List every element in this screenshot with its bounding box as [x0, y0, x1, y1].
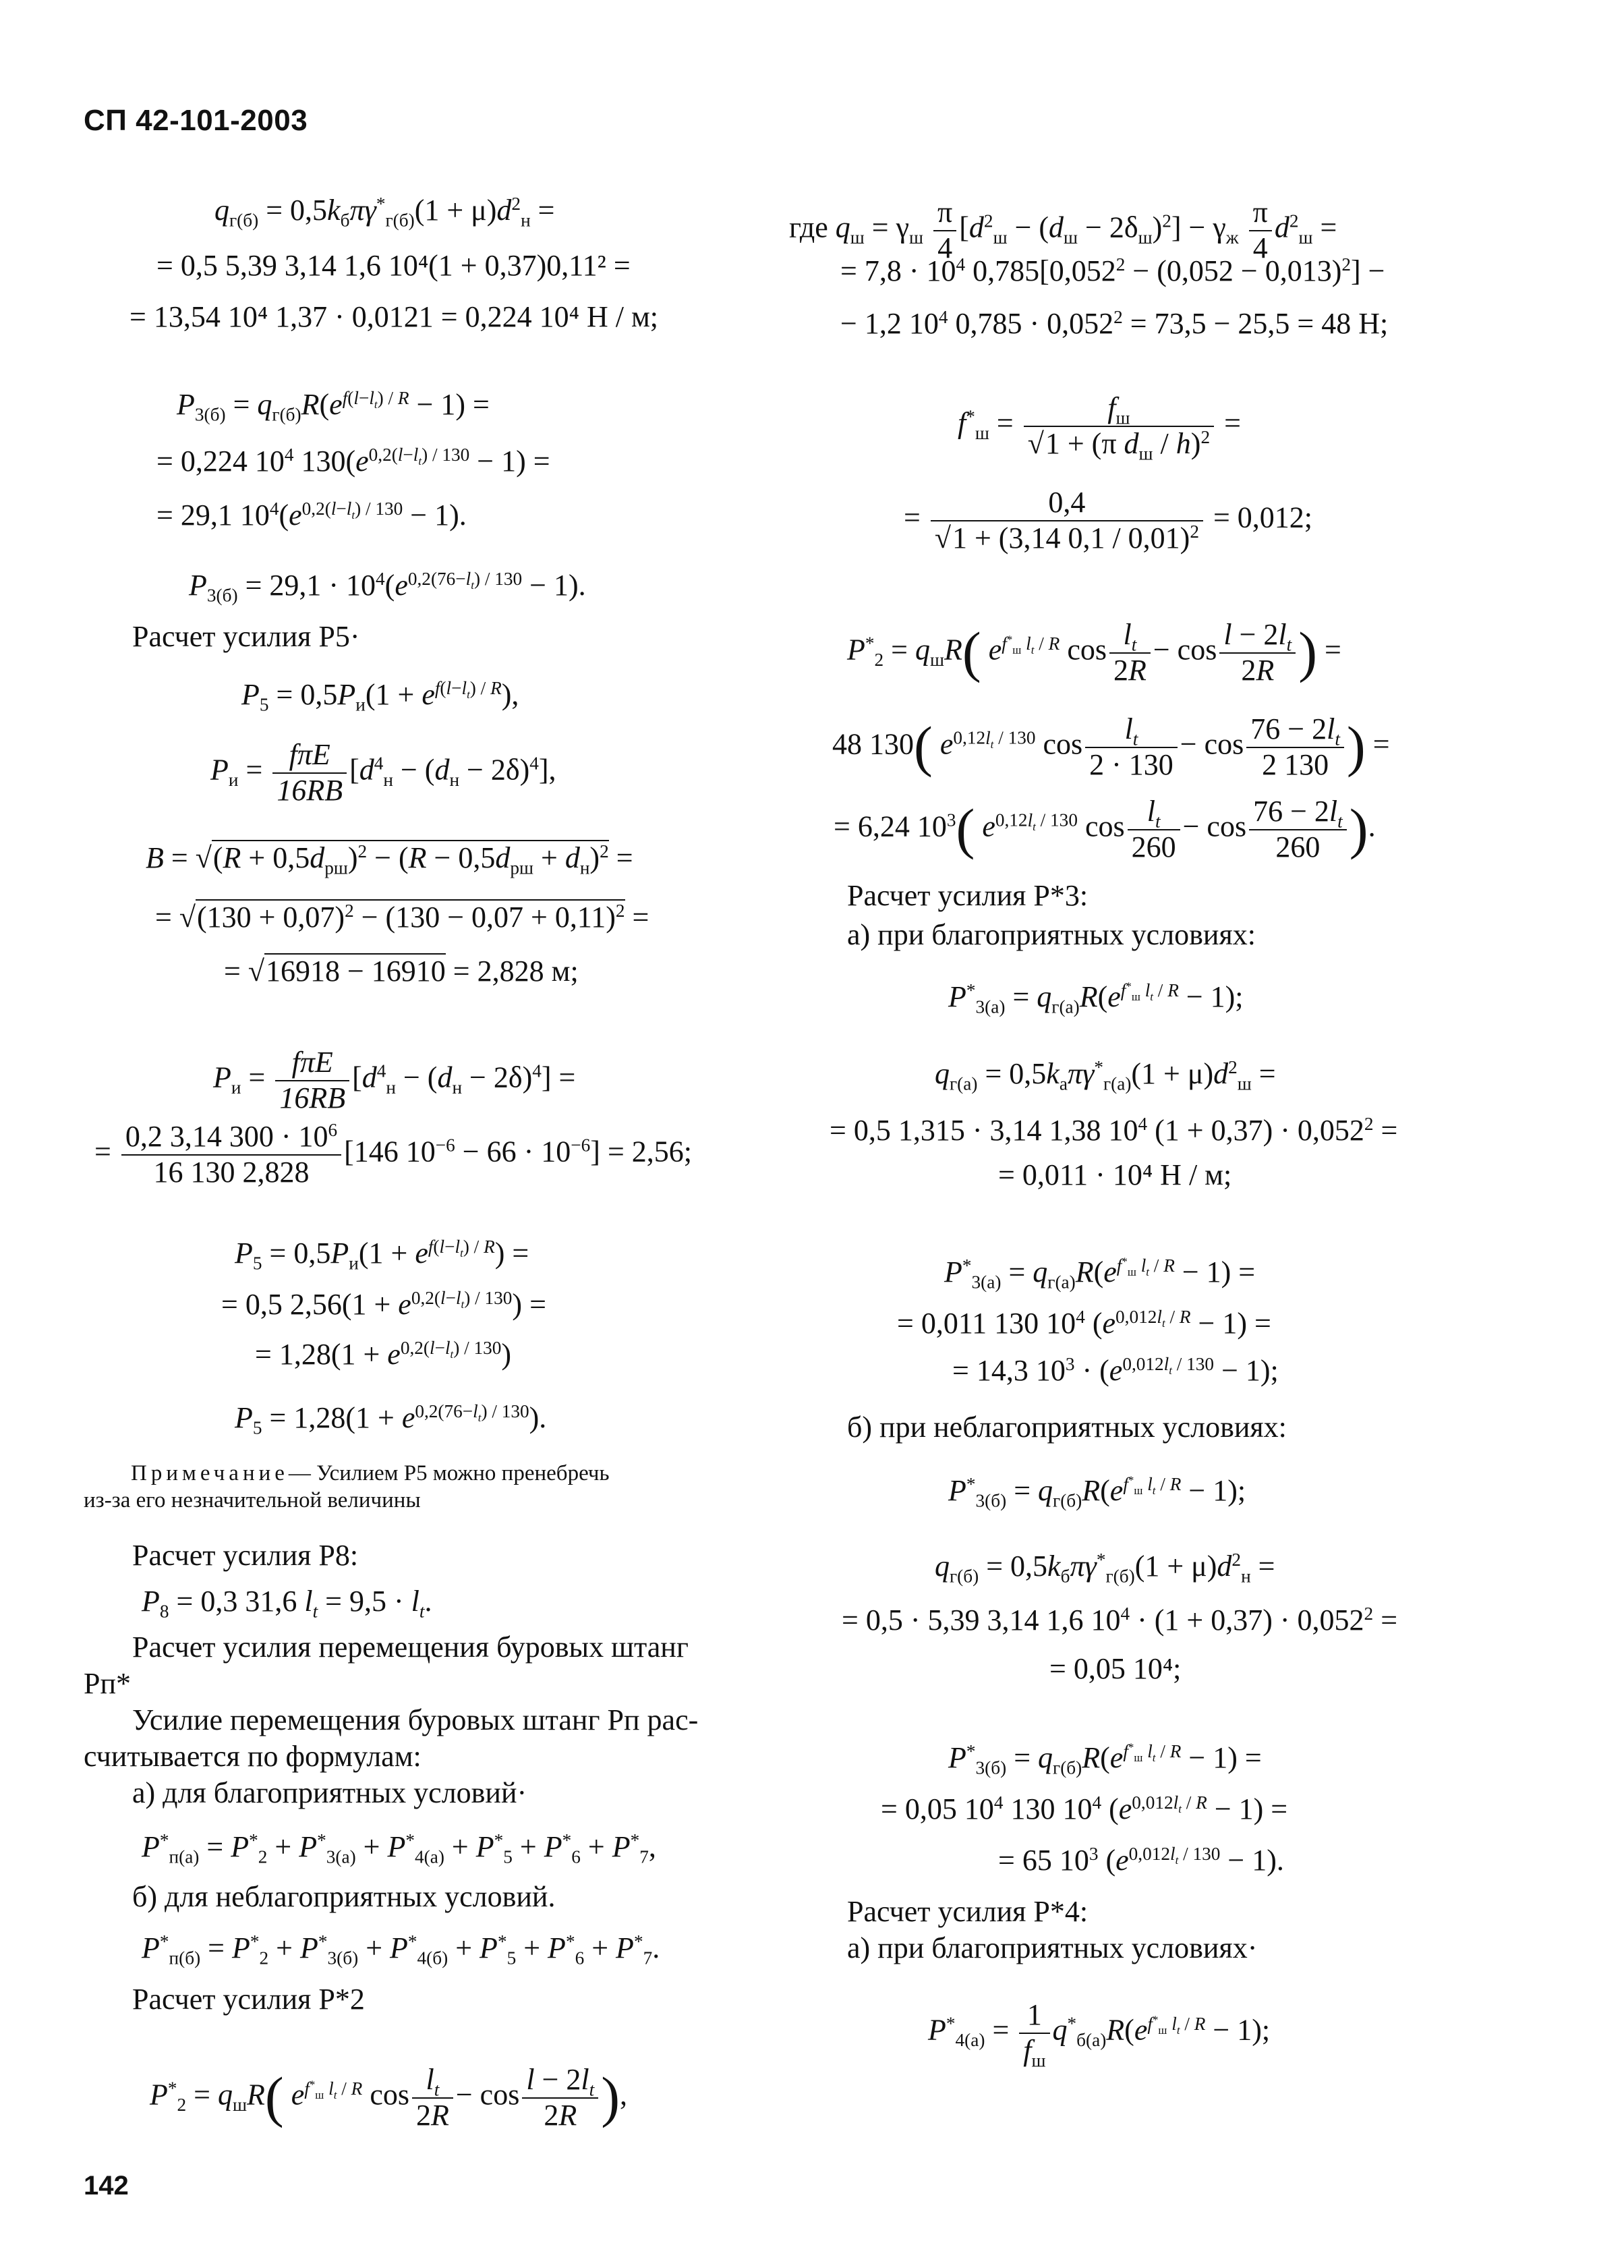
note-line-1 — [131, 1463, 610, 1485]
formula-qg6: $q_{г(б)} = 0,5k_б\pi\gamma^*_{г(б)}(1 + \mu)d^2_н$ = — [214, 194, 555, 231]
formula-p3b-values: = 0,224 $10^4$ $130(e^{0,2(l-l_t) / 130} - 1)$ = — [156, 445, 550, 478]
formula-p2-values: 48 130( $e^{0,12l_t / 130}$ cos $\frac{l_t}{2 \cdot 130}$ − cos $\frac{76 - 2l_t}{2 130}$ ) = — [832, 712, 1390, 781]
note-text-1: — Усилием P5 можно пренебречь — [288, 1461, 610, 1485]
formula-qsh: где $q_ш = \gamma_ш$ $\frac{\pi}{4}$ $[d^2_ш - (d_ш - 2\delta_ш)^2] - \gamma_ж$ $\frac{\pi}{4}$ $d^2_ш$ = — [789, 196, 1337, 264]
heading-p5: Расчет усилия P5· — [132, 620, 360, 653]
formula-p2-right: $P^*_2 = q_шR$( $e^{f^*_ш l_t / R}$ cos $\frac{l_t}{2R}$ − cos $\frac{l - 2l_t}{2R}$ ) = — [847, 618, 1341, 687]
formula-fsh-values: = $\frac{0,4}{√1 + (3,14 0,1 / 0,01)^2}$ = 0,012; — [904, 486, 1313, 555]
formula-p3b-right-general: $P^*_{3(б)} = q_{г(б)}R(e^{f^*_ш l_t / R} - 1)$; — [948, 1473, 1246, 1511]
fsh-result-value: = 0,012; — [1213, 501, 1313, 534]
formula-b-result: = √16918 − 16910 = 2,828 м; — [224, 955, 579, 988]
formula-p5-general: $P_5 = 0,5P_и(1 + e^{f(l-l_t) / R})$, — [241, 678, 519, 715]
case-p3-unfavorable: б) при неблагоприятных условиях: — [847, 1411, 1287, 1444]
body-pp-2: считывается по формулам: — [84, 1740, 422, 1773]
qsh-result-value: = 73,5 − 25,5 = 48 Н; — [1130, 307, 1389, 340]
formula-qg6-right: $q_{г(б)} = 0,5k_б\pi\gamma^*_{г(б)}(1 + \mu)d^2_н$ = — [935, 1550, 1275, 1587]
heading-pp-2: Pп* — [84, 1667, 132, 1700]
case-favorable: а) для благоприятных условий· — [132, 1776, 527, 1809]
formula-p5-simplified: = $1,28(1 + e^{0,2(l-l_t) / 130})$ — [255, 1338, 512, 1371]
formula-p3b-right-repeat: $P^*_{3(б)} = q_{г(б)}R(e^{f^*_ш l_t / R} - 1)$ = — [948, 1740, 1262, 1778]
body-pp-1: Усилие перемещения буровых штанг Pп рас- — [132, 1703, 699, 1736]
formula-qsh-values-2: − 1,2 $10^4$ $0,785 \cdot 0,052^2 = 73,5 - 25,5 = 48$ Н; — [840, 307, 1389, 340]
formula-qg6-right-result: = 0,05 10⁴; — [1049, 1652, 1182, 1685]
formula-pp-a: $P^*_{п(а)} = P^*_2 + P^*_{3(а)} + P^*_{4(а)} + P^*_5 + P^*_6 + P^*_7$, — [142, 1830, 656, 1867]
case-p3-favorable: а) при благоприятных условиях: — [847, 918, 1256, 951]
b-result-value: = 2,828 м; — [453, 955, 579, 988]
formula-qg6-result: = 13,54 10⁴ 1,37 · 0,0121 = 0,224 10⁴ Н / м; — [129, 300, 659, 333]
formula-pi-repeat: $P_и$ = fπE 16RB $[d^4_н - (d_н - 2\delta)^4]$ = — [213, 1046, 576, 1114]
formula-p3b-final: $P_{3(б)} = 29,1 \cdot 10^4(e^{0,2(76-l_t) / 130} - 1)$. — [189, 569, 586, 606]
pi-result-value: = 2,56; — [607, 1135, 692, 1168]
formula-qga-values: = 0,5 1,315 · 3,14 1,38 $10^4$ $(1 + 0,37) \cdot 0,052^2$ = — [830, 1114, 1398, 1147]
formula-qsh-values-1: = $7,8 \cdot 10^4$ $0,785[0,052^2 - (0,052 - 0,013)^2]$ − — [840, 254, 1385, 287]
heading-p2: Расчет усилия P*2 — [132, 1983, 365, 2016]
case-unfavorable: б) для неблагоприятных условий. — [132, 1880, 556, 1913]
formula-pi-values: = $\frac{0,2 3,14 300 \cdot 10^6}{16 130 2,828}$ [146 $10^{-6} - 66 \cdot 10^{-6}] = 2,56$; — [94, 1120, 692, 1189]
formula-p8: $P_8 = 0,3$ 31,6 $l_t = 9,5 \cdot l_t$. — [142, 1585, 432, 1622]
document-code: СП 42-101-2003 — [84, 104, 308, 137]
case-p4-favorable: а) при благоприятных условиях· — [847, 1931, 1258, 1964]
heading-p4: Расчет усилия P*4: — [847, 1895, 1089, 1928]
heading-pp-1: Расчет усилия перемещения буровых штанг — [132, 1631, 689, 1664]
formula-p4a: $P^*_{4(а)}$ = 1 $f_ш$ $q^*_{б(а)}R(e^{f^*_ш l_t / R} - 1)$; — [928, 1998, 1271, 2071]
formula-fsh: $f^*_ш$ = $f_ш$ √1 + (π $d_ш / h)^2$ = — [958, 391, 1241, 464]
formula-pp-b: $P^*_{п(б)} = P^*_2 + P^*_{3(б)} + P^*_{4(б)} + P^*_5 + P^*_6 + P^*_7$. — [142, 1931, 660, 1968]
note-label: Примечание — [131, 1461, 289, 1485]
formula-p3b-right-result: = 65 $10^3$ $(e^{0,012l_t / 130} - 1)$. — [998, 1844, 1284, 1877]
formula-p3a-general: $P^*_{3(а)} = q_{г(а)}R(e^{f^*_ш l_t / R} - 1)$; — [948, 980, 1244, 1017]
formula-b-general: $B = √(R + 0,5d_{рш})^2 - (R - 0,5d_{рш} + d_н)^2$ = — [146, 841, 633, 878]
formula-b-values: = $√(130 + 0,07)^2 - (130 - 0,07 + 0,11)^2$ = — [155, 901, 649, 934]
formula-p2-simplified: = 6,24 $10^3$( $e^{0,12l_t / 130}$ cos $\frac{l_t}{260}$ − cos $\frac{76 - 2l_t}{260}$ ). — [834, 795, 1376, 863]
formula-p5-final: $P_5 = 1,28(1 + e^{0,2(76-l_t) / 130})$. — [235, 1401, 547, 1438]
formula-p5-repeat: $P_5 = 0,5P_и(1 + e^{f(l-l_t) / R})$ = — [235, 1237, 529, 1274]
formula-p3b-general: $P_{3(б)} = q_{г(б)}R(e^{f(l-l_t) / R} - 1)$ = — [177, 388, 490, 425]
heading-p8: Расчет усилия P8: — [132, 1539, 359, 1572]
formula-p3b-simplified: = 29,1 $10^4(e^{0,2(l-l_t) / 130} - 1)$. — [156, 499, 467, 532]
formula-qg6-values: = 0,5 5,39 3,14 1,6 10⁴(1 + 0,37)0,11² = — [156, 249, 631, 282]
formula-p3a-result: = 14,3 $10^3 \cdot (e^{0,012l_t / 130} - 1)$; — [952, 1354, 1279, 1387]
formula-qga: $q_{г(а)} = 0,5k_а\pi\gamma^*_{г(а)}(1 + \mu)d^2_ш$ = — [935, 1057, 1276, 1094]
formula-pi-general: $P_и$ = fπE 16RB $[d^4_н - (d_н - 2\delta)^4]$, — [210, 738, 556, 807]
formula-qg6-right-values: = 0,5 · 5,39 3,14 1,6 $10^4 \cdot (1 + 0,37) \cdot 0,052^2$ = — [842, 1604, 1398, 1637]
formula-qga-result: = 0,011 · 10⁴ Н / м; — [998, 1158, 1232, 1191]
heading-p3: Расчет усилия P*3: — [847, 879, 1089, 912]
formula-p2-left: $P^*_2 = q_шR$( $e^{f^*_ш l_t / R}$ cos $\frac{l_t}{2R}$ − cos $\frac{l - 2l_t}{2R}$ ), — [150, 2063, 628, 2132]
note-line-2: из-за его незначительной величины — [84, 1488, 421, 1512]
formula-p3b-right-values: = 0,05 $10^4$ 130 $10^4$ $(e^{0,012l_t / R} - 1)$ = — [881, 1792, 1288, 1825]
formula-p5-values: = 0,5 $2,56(1 + e^{0,2(l-l_t) / 130})$ = — [221, 1288, 546, 1321]
formula-p3a-values: = 0,011 130 $10^4$ $(e^{0,012l_t / R} - 1)$ = — [897, 1307, 1271, 1340]
page-number: 142 — [84, 2171, 129, 2201]
formula-p3a-repeat: $P^*_{3(а)} = q_{г(а)}R(e^{f^*_ш l_t / R} - 1)$ = — [944, 1255, 1256, 1293]
